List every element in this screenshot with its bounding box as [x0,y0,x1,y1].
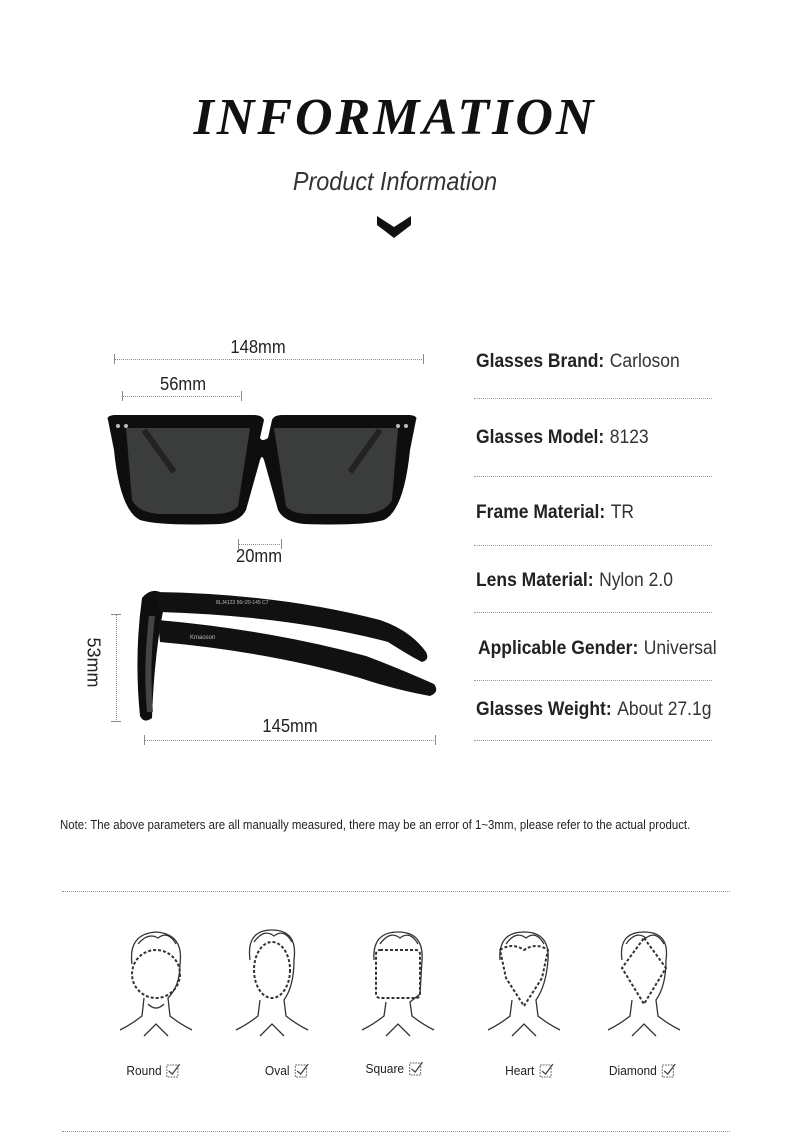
spec-value: About 27.1g [617,699,712,720]
spec-frame-material [476,502,634,524]
divider [474,740,712,741]
total-width-label: 148mm [230,337,286,357]
spec-model [476,427,649,449]
lens-width-line [122,396,242,397]
divider [474,545,712,546]
face-shape-oval [265,1062,309,1078]
spec-value: Carloson [609,351,680,372]
tick [423,354,424,364]
face-shape-heart [505,1062,554,1078]
face-label: Round [126,1062,162,1078]
tick [114,354,115,364]
chevron-down-icon [376,214,412,240]
face-shape-square [366,1060,424,1076]
page-title: INFORMATION [193,89,597,146]
face-label: Oval [264,1062,290,1078]
checkbox-checked-icon [409,1060,424,1076]
spec-weight [476,699,711,721]
oval-face-icon [234,924,310,1042]
diamond-face-icon [606,924,682,1042]
svg-text:Kmaoson: Kmaoson [190,635,216,641]
spec-value: 8123 [609,427,649,448]
spec-value: TR [610,502,635,523]
tick [122,391,123,401]
checkbox-checked-icon [294,1062,309,1078]
measurement-note: Note: The above parameters are all manually measured, there may be an error of 1~3mm, please refer to the actual product. [60,817,691,832]
checkbox-checked-icon [166,1062,181,1078]
face-label: Heart [505,1062,535,1078]
square-face-icon [360,924,436,1042]
divider [474,612,712,613]
divider [62,891,730,892]
page-subtitle: Product Information [292,166,498,196]
lens-height-label: 53mm [83,637,104,688]
tick [241,391,242,401]
divider [62,1131,730,1132]
spec-value: Nylon 2.0 [599,570,673,591]
spec-label: Glasses Model: [476,427,605,448]
face-shape-diamond [609,1062,676,1078]
spec-label: Lens Material: [476,570,594,591]
temple-length-label: 145mm [262,716,318,736]
round-face-icon [118,924,194,1042]
spec-label: Glasses Brand: [476,351,605,372]
lens-width-label: 56mm [160,374,207,394]
spec-label: Frame Material: [476,502,606,523]
face-label: Diamond [608,1062,657,1078]
divider [474,680,712,681]
divider [474,476,712,477]
spec-lens-material [476,570,673,592]
tick [111,614,121,615]
checkbox-checked-icon [661,1062,676,1078]
face-label: Square [365,1060,405,1076]
glasses-front-image [104,410,420,530]
spec-value: Universal [643,638,717,659]
checkbox-checked-icon [539,1062,554,1078]
temple-length-line [144,740,436,741]
spec-brand [476,351,680,373]
bridge-width-line [238,544,282,545]
tick [111,721,121,722]
face-shape-round [126,1062,181,1078]
spec-label: Glasses Weight: [476,699,612,720]
tick [144,735,145,745]
svg-text:8LJ4123 56□20-145 C7: 8LJ4123 56□20-145 C7 [216,600,269,606]
spec-gender [478,638,717,660]
lens-height-line [116,614,117,722]
bridge-width-label: 20mm [236,546,283,566]
heart-face-icon [486,924,562,1042]
spec-label: Applicable Gender: [478,638,639,659]
total-width-line [114,359,424,360]
divider [474,398,712,399]
glasses-side-image [130,586,442,726]
tick [435,735,436,745]
